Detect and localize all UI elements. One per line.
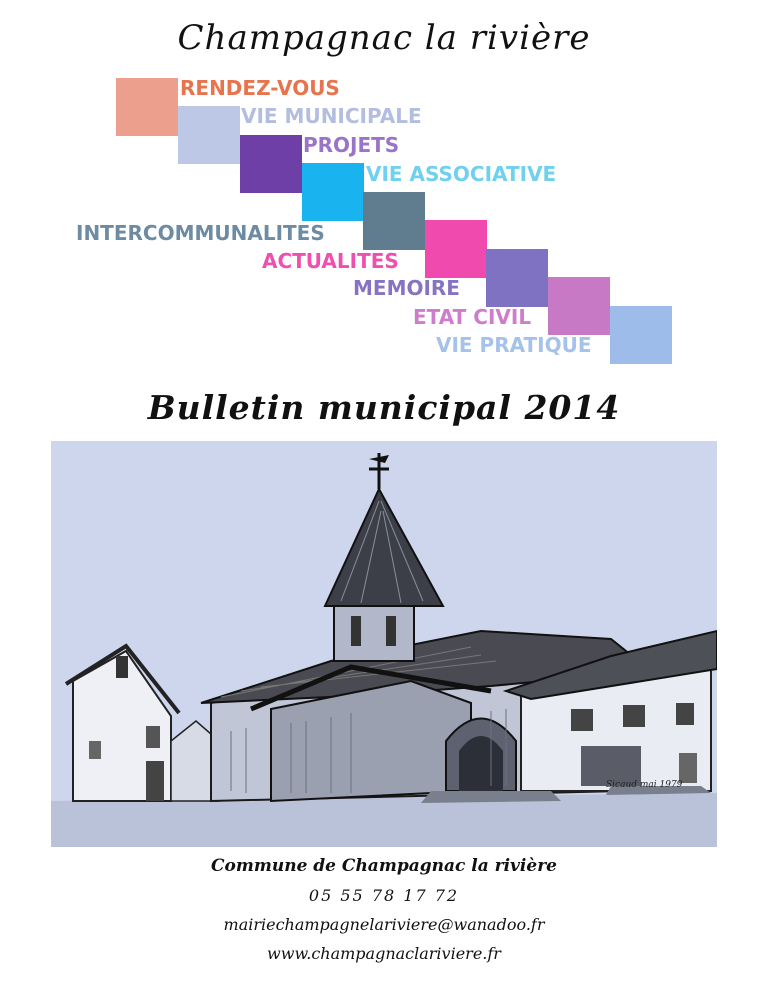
- menu-link-projets[interactable]: PROJETS: [303, 133, 400, 157]
- menu-link-vie-pratique[interactable]: VIE PRATIQUE: [436, 333, 592, 357]
- menu-square-memoire[interactable]: [486, 249, 548, 307]
- menu-square-vie-pratique[interactable]: [610, 306, 672, 364]
- menu-link-etat-civil[interactable]: ETAT CIVIL: [413, 305, 532, 329]
- menu-square-vie-municipale[interactable]: [178, 106, 240, 164]
- menu-square-rendez-vous[interactable]: [116, 78, 178, 136]
- menu-square-vie-associative[interactable]: [302, 163, 364, 221]
- bulletin-title: Bulletin municipal 2014: [147, 388, 621, 427]
- menu-link-intercommunalites[interactable]: INTERCOMMUNALITES: [76, 221, 325, 245]
- page-title: Champagnac la rivière: [177, 18, 591, 58]
- illustration-signature: Sicaud mai 1979: [606, 780, 683, 790]
- menu-square-actualites[interactable]: [425, 220, 487, 278]
- menu-square-projets[interactable]: [240, 135, 302, 193]
- footer-email[interactable]: mairiechampagnelariviere@wanadoo.fr: [223, 915, 545, 934]
- footer-website[interactable]: www.champagnaclariviere.fr: [267, 944, 501, 963]
- menu-square-etat-civil[interactable]: [548, 277, 610, 335]
- menu-square-intercommunalites[interactable]: [363, 192, 425, 250]
- menu-link-rendez-vous[interactable]: RENDEZ-VOUS: [180, 76, 340, 100]
- footer-phone: 05 55 78 17 72: [308, 886, 460, 905]
- menu-link-actualites[interactable]: ACTUALITES: [262, 249, 399, 273]
- menu-link-vie-municipale[interactable]: VIE MUNICIPALE: [241, 104, 422, 128]
- church-drawing-icon: [51, 441, 717, 847]
- menu-link-memoire[interactable]: MEMOIRE: [353, 276, 460, 300]
- menu-link-vie-associative[interactable]: VIE ASSOCIATIVE: [366, 162, 557, 186]
- footer-commune: Commune de Champagnac la rivière: [211, 856, 557, 876]
- church-illustration: [51, 441, 717, 847]
